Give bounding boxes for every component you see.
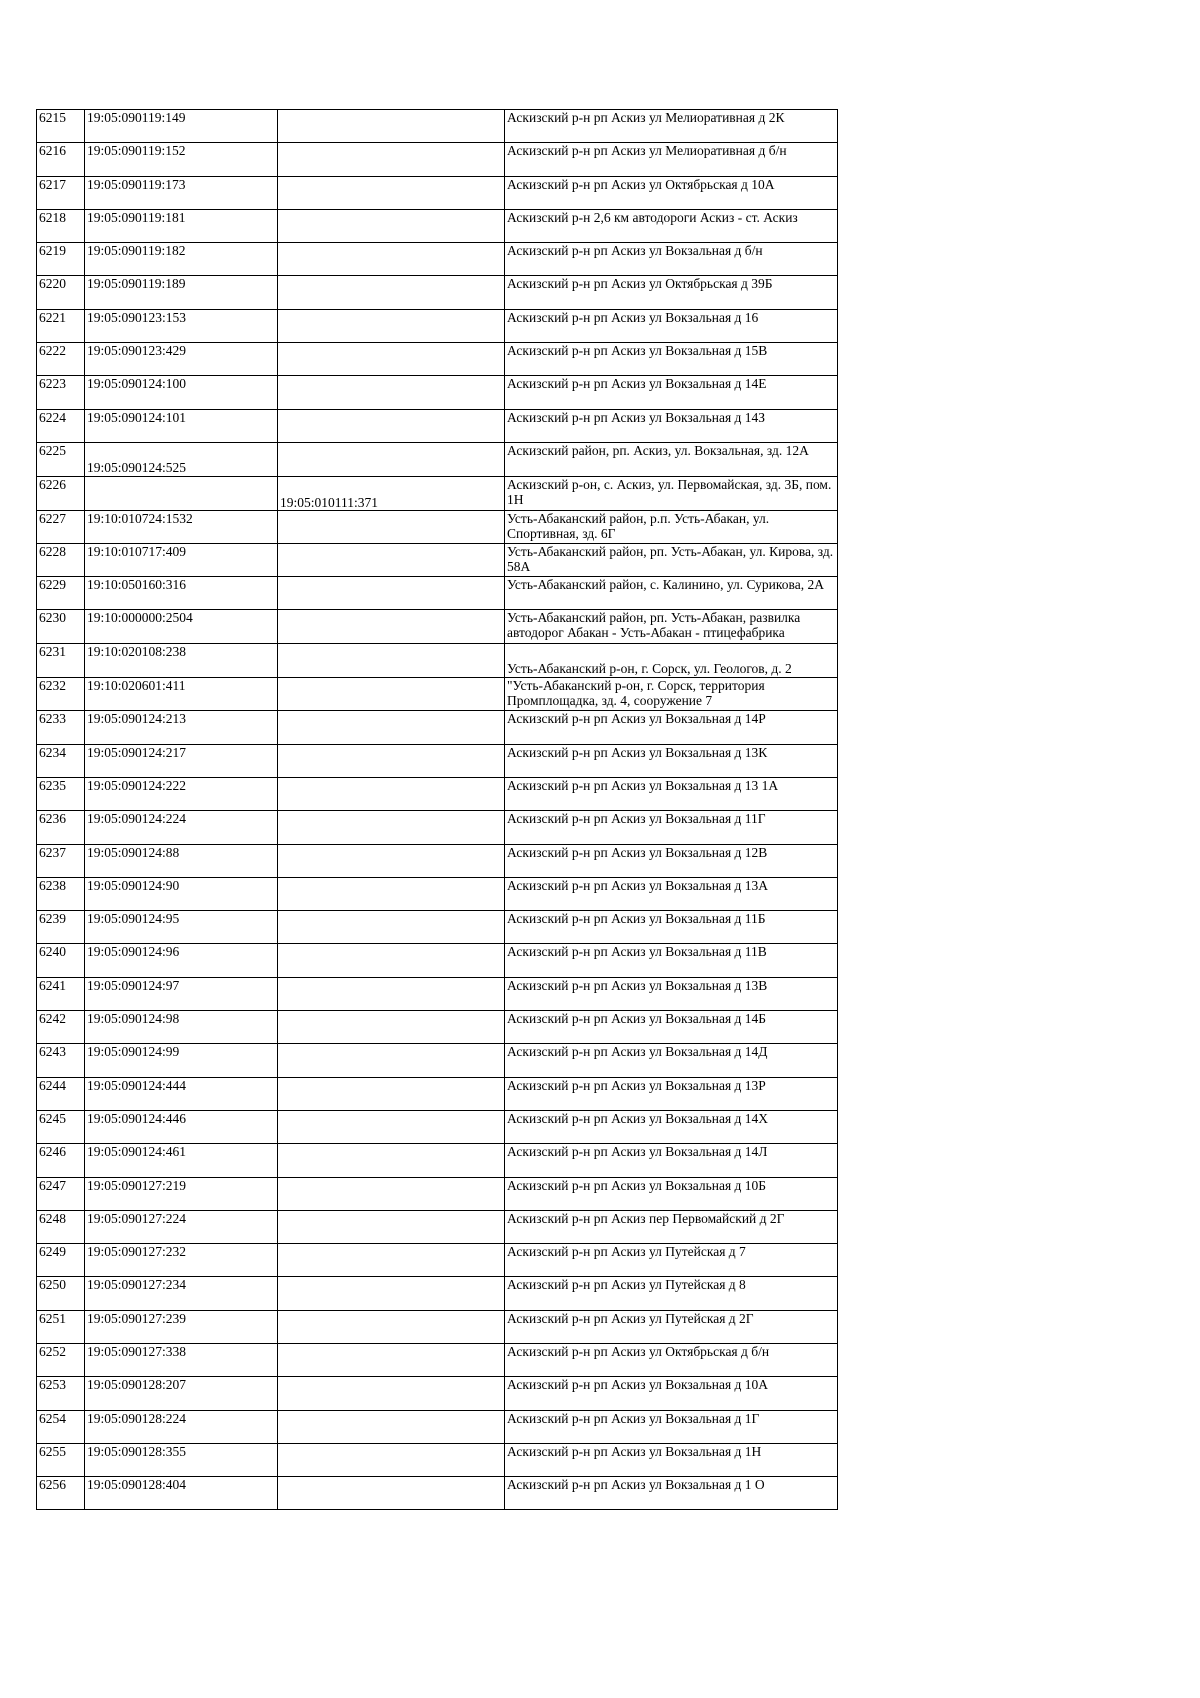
table-row [37,1144,838,1177]
row-number-cell: 6223 [37,376,85,409]
cadastral-number-cell: 19:05:090124:88 [85,844,278,877]
cadastral-number-cell: 19:05:090119:189 [85,276,278,309]
address-cell: Аскизский р-н рп Аскиз ул Вокзальная д 11В [505,944,838,977]
cadastral-number-cell: 19:05:090127:219 [85,1177,278,1210]
address-cell: Аскизский р-н 2,6 км автодороги Аскиз - ст. Аскиз [505,209,838,242]
cadastral-number-cell: 19:05:090128:224 [85,1410,278,1443]
cadastral-number-cell: 19:05:090119:149 [85,110,278,143]
table-row [37,643,838,677]
linked-cadastral-number-cell [278,811,505,844]
linked-cadastral-number-cell [278,1144,505,1177]
cadastral-number-cell: 19:05:090127:338 [85,1343,278,1376]
address-cell: Аскизский р-н рп Аскиз ул Октябрьская д 10А [505,176,838,209]
table-row [37,110,838,143]
cadastral-number-cell: 19:05:090128:355 [85,1443,278,1476]
linked-cadastral-number-cell [278,1044,505,1077]
cadastral-number-cell: 19:05:090124:97 [85,977,278,1010]
row-number-cell: 6219 [37,243,85,276]
cadastral-number-cell: 19:05:090127:239 [85,1310,278,1343]
linked-cadastral-number-cell [278,643,505,677]
linked-cadastral-number-cell [278,1410,505,1443]
row-number-cell: 6221 [37,309,85,342]
cadastral-number-cell: 19:05:090127:224 [85,1210,278,1243]
linked-cadastral-number-cell [278,1244,505,1277]
linked-cadastral-number-cell [278,844,505,877]
row-number-cell: 6235 [37,777,85,810]
row-number-cell: 6215 [37,110,85,143]
table-row [37,1310,838,1343]
address-cell: Аскизский р-н рп Аскиз ул Вокзальная д 10Б [505,1177,838,1210]
table-row [37,1410,838,1443]
linked-cadastral-number-cell [278,977,505,1010]
address-cell: Аскизский р-н рп Аскиз ул Мелиоративная д 2К [505,110,838,143]
row-number-cell: 6234 [37,744,85,777]
table-row [37,376,838,409]
table-row [37,844,838,877]
table-row [37,1477,838,1510]
linked-cadastral-number-cell [278,309,505,342]
cadastral-number-cell: 19:05:090128:207 [85,1377,278,1410]
cadastral-number-cell: 19:05:090119:173 [85,176,278,209]
row-number-cell: 6233 [37,711,85,744]
cadastral-number-cell: 19:05:090124:98 [85,1011,278,1044]
table-row [37,1244,838,1277]
row-number-cell: 6220 [37,276,85,309]
address-cell: Аскизский р-н рп Аскиз ул Вокзальная д 14Х [505,1110,838,1143]
address-cell: Усть-Абаканский район, рп. Усть-Абакан, ул. Кирова, зд. 58А [505,543,838,576]
linked-cadastral-number-cell [278,1110,505,1143]
row-number-cell: 6216 [37,143,85,176]
table-row [37,209,838,242]
row-number-cell: 6237 [37,844,85,877]
table-row [37,711,838,744]
row-number-cell: 6238 [37,877,85,910]
linked-cadastral-number-cell [278,678,505,711]
linked-cadastral-number-cell [278,877,505,910]
row-number-cell: 6241 [37,977,85,1010]
address-cell: Аскизский р-н рп Аскиз ул Путейская д 8 [505,1277,838,1310]
linked-cadastral-number-cell [278,543,505,576]
table-row [37,510,838,543]
linked-cadastral-number-cell [278,711,505,744]
address-cell: Аскизский р-н рп Аскиз ул Вокзальная д 13К [505,744,838,777]
cadastral-number-cell: 19:05:090124:213 [85,711,278,744]
table-row [37,911,838,944]
table-row [37,1277,838,1310]
address-cell: Усть-Абаканский район, рп. Усть-Абакан, развилка автодорог Абакан - Усть-Абакан - птицефабрика [505,610,838,643]
cadastral-number-cell: 19:10:000000:2504 [85,610,278,643]
table-row [37,309,838,342]
address-cell: Аскизский р-н рп Аскиз ул Вокзальная д 1 О [505,1477,838,1510]
table-row [37,811,838,844]
cadastral-number-cell: 19:05:090119:152 [85,143,278,176]
linked-cadastral-number-cell [278,510,505,543]
address-cell: Аскизский р-н рп Аскиз ул Вокзальная д 13 1А [505,777,838,810]
cadastral-number-cell: 19:05:090124:90 [85,877,278,910]
address-cell: Аскизский р-н рп Аскиз ул Путейская д 7 [505,1244,838,1277]
row-number-cell: 6225 [37,442,85,476]
linked-cadastral-number-cell [278,1377,505,1410]
row-number-cell: 6232 [37,678,85,711]
address-cell: Аскизский р-н рп Аскиз ул Вокзальная д 1Г [505,1410,838,1443]
address-cell: Аскизский р-н рп Аскиз ул Вокзальная д 14Е [505,376,838,409]
linked-cadastral-number-cell [278,442,505,476]
row-number-cell: 6229 [37,577,85,610]
table-row [37,877,838,910]
table-row [37,1110,838,1143]
linked-cadastral-number-cell [278,143,505,176]
cadastral-number-cell: 19:05:090124:100 [85,376,278,409]
table-row [37,944,838,977]
table-row [37,1077,838,1110]
address-cell: Аскизский р-н рп Аскиз ул Вокзальная д 14Д [505,1044,838,1077]
table-row [37,143,838,176]
row-number-cell: 6245 [37,1110,85,1143]
row-number-cell: 6243 [37,1044,85,1077]
linked-cadastral-number-cell [278,744,505,777]
address-cell: Аскизский р-н рп Аскиз ул Вокзальная д 11Г [505,811,838,844]
table-row [37,243,838,276]
row-number-cell: 6256 [37,1477,85,1510]
linked-cadastral-number-cell [278,1310,505,1343]
address-cell: Аскизский р-н рп Аскиз ул Вокзальная д 13Р [505,1077,838,1110]
row-number-cell: 6242 [37,1011,85,1044]
linked-cadastral-number-cell [278,243,505,276]
row-number-cell: 6239 [37,911,85,944]
cadastral-number-cell: 19:10:050160:316 [85,577,278,610]
row-number-cell: 6251 [37,1310,85,1343]
address-cell: Усть-Абаканский р-он, г. Сорск, ул. Геологов, д. 2 [505,643,838,677]
cadastral-number-cell: 19:05:090123:153 [85,309,278,342]
row-number-cell: 6226 [37,477,85,510]
cadastral-number-cell: 19:05:090119:181 [85,209,278,242]
table-row [37,577,838,610]
row-number-cell: 6228 [37,543,85,576]
address-cell: Аскизский р-н рп Аскиз ул Вокзальная д 16 [505,309,838,342]
linked-cadastral-number-cell [278,777,505,810]
row-number-cell: 6249 [37,1244,85,1277]
linked-cadastral-number-cell [278,1277,505,1310]
address-cell: "Усть-Абаканский р-он, г. Сорск, территория Промплощадка, зд. 4, сооружение 7 [505,678,838,711]
address-cell: Аскизский р-н рп Аскиз пер Первомайский д 2Г [505,1210,838,1243]
linked-cadastral-number-cell [278,1077,505,1110]
row-number-cell: 6222 [37,343,85,376]
table-row [37,1044,838,1077]
cadastral-number-cell: 19:10:020108:238 [85,643,278,677]
table-row [37,409,838,442]
address-cell: Аскизский р-н рп Аскиз ул Мелиоративная д б/н [505,143,838,176]
linked-cadastral-number-cell [278,1210,505,1243]
cadastral-number-cell: 19:05:090124:222 [85,777,278,810]
cadastral-number-cell: 19:05:090128:404 [85,1477,278,1510]
linked-cadastral-number-cell [278,376,505,409]
address-cell: Аскизский р-н рп Аскиз ул Вокзальная д 15В [505,343,838,376]
table-row [37,442,838,476]
row-number-cell: 6255 [37,1443,85,1476]
address-cell: Аскизский р-н рп Аскиз ул Вокзальная д 13В [505,977,838,1010]
linked-cadastral-number-cell [278,176,505,209]
row-number-cell: 6250 [37,1277,85,1310]
table-row [37,1210,838,1243]
table-row [37,477,838,510]
table-row [37,744,838,777]
cadastral-number-cell: 19:05:090124:101 [85,409,278,442]
registry-table [36,109,838,1510]
linked-cadastral-number-cell [278,1443,505,1476]
linked-cadastral-number-cell [278,409,505,442]
linked-cadastral-number-cell [278,944,505,977]
registry-table-body [37,110,838,1510]
table-row [37,1011,838,1044]
cadastral-number-cell: 19:05:090124:95 [85,911,278,944]
cadastral-number-cell: 19:10:010724:1532 [85,510,278,543]
address-cell: Аскизский р-н рп Аскиз ул Вокзальная д 13А [505,877,838,910]
row-number-cell: 6240 [37,944,85,977]
address-cell: Аскизский р-н рп Аскиз ул Вокзальная д 14Б [505,1011,838,1044]
linked-cadastral-number-cell [278,276,505,309]
cadastral-number-cell: 19:05:090124:444 [85,1077,278,1110]
table-row [37,777,838,810]
address-cell: Усть-Абаканский район, р.п. Усть-Абакан, ул. Спортивная, зд. 6Г [505,510,838,543]
row-number-cell: 6244 [37,1077,85,1110]
cadastral-number-cell: 19:10:020601:411 [85,678,278,711]
cadastral-number-cell: 19:05:090124:224 [85,811,278,844]
cadastral-number-cell: 19:05:090124:461 [85,1144,278,1177]
address-cell: Аскизский р-н рп Аскиз ул Вокзальная д 11Б [505,911,838,944]
address-cell: Аскизский р-н рп Аскиз ул Вокзальная д б/н [505,243,838,276]
cadastral-number-cell: 19:05:090124:99 [85,1044,278,1077]
row-number-cell: 6247 [37,1177,85,1210]
row-number-cell: 6248 [37,1210,85,1243]
linked-cadastral-number-cell [278,343,505,376]
cadastral-number-cell: 19:05:090124:96 [85,944,278,977]
table-row [37,1177,838,1210]
address-cell: Аскизский р-н рп Аскиз ул Октябрьская д б/н [505,1343,838,1376]
address-cell: Аскизский р-н рп Аскиз ул Вокзальная д 14Л [505,1144,838,1177]
linked-cadastral-number-cell [278,911,505,944]
row-number-cell: 6224 [37,409,85,442]
table-row [37,1443,838,1476]
row-number-cell: 6252 [37,1343,85,1376]
table-row [37,543,838,576]
table-row [37,678,838,711]
cadastral-number-cell: 19:05:090119:182 [85,243,278,276]
address-cell: Аскизский район, рп. Аскиз, ул. Вокзальная, зд. 12А [505,442,838,476]
linked-cadastral-number-cell [278,1011,505,1044]
linked-cadastral-number-cell: 19:05:010111:371 [278,477,505,510]
address-cell: Аскизский р-н рп Аскиз ул Вокзальная д 12В [505,844,838,877]
table-row [37,1377,838,1410]
cadastral-number-cell: 19:05:090127:232 [85,1244,278,1277]
address-cell: Аскизский р-н рп Аскиз ул Октябрьская д 39Б [505,276,838,309]
row-number-cell: 6236 [37,811,85,844]
cadastral-number-cell: 19:05:090124:446 [85,1110,278,1143]
cadastral-number-cell: 19:05:090124:525 [85,442,278,476]
linked-cadastral-number-cell [278,577,505,610]
row-number-cell: 6230 [37,610,85,643]
linked-cadastral-number-cell [278,110,505,143]
table-row [37,1343,838,1376]
cadastral-number-cell [85,477,278,510]
row-number-cell: 6246 [37,1144,85,1177]
table-row [37,176,838,209]
address-cell: Аскизский р-н рп Аскиз ул Вокзальная д 10А [505,1377,838,1410]
cadastral-number-cell: 19:10:010717:409 [85,543,278,576]
address-cell: Аскизский р-н рп Аскиз ул Путейская д 2Г [505,1310,838,1343]
table-row [37,343,838,376]
linked-cadastral-number-cell [278,1343,505,1376]
address-cell: Аскизский р-н рп Аскиз ул Вокзальная д 1Н [505,1443,838,1476]
cadastral-number-cell: 19:05:090127:234 [85,1277,278,1310]
row-number-cell: 6227 [37,510,85,543]
row-number-cell: 6231 [37,643,85,677]
table-row [37,276,838,309]
linked-cadastral-number-cell [278,1177,505,1210]
cadastral-number-cell: 19:05:090123:429 [85,343,278,376]
address-cell: Аскизский р-н рп Аскиз ул Вокзальная д 14З [505,409,838,442]
table-row [37,977,838,1010]
cadastral-number-cell: 19:05:090124:217 [85,744,278,777]
row-number-cell: 6253 [37,1377,85,1410]
table-row [37,610,838,643]
linked-cadastral-number-cell [278,1477,505,1510]
linked-cadastral-number-cell [278,610,505,643]
row-number-cell: 6217 [37,176,85,209]
row-number-cell: 6218 [37,209,85,242]
linked-cadastral-number-cell [278,209,505,242]
row-number-cell: 6254 [37,1410,85,1443]
address-cell: Аскизский р-н рп Аскиз ул Вокзальная д 14Р [505,711,838,744]
address-cell: Усть-Абаканский район, с. Калинино, ул. Сурикова, 2А [505,577,838,610]
address-cell: Аскизский р-он, с. Аскиз, ул. Первомайская, зд. 3Б, пом. 1Н [505,477,838,510]
